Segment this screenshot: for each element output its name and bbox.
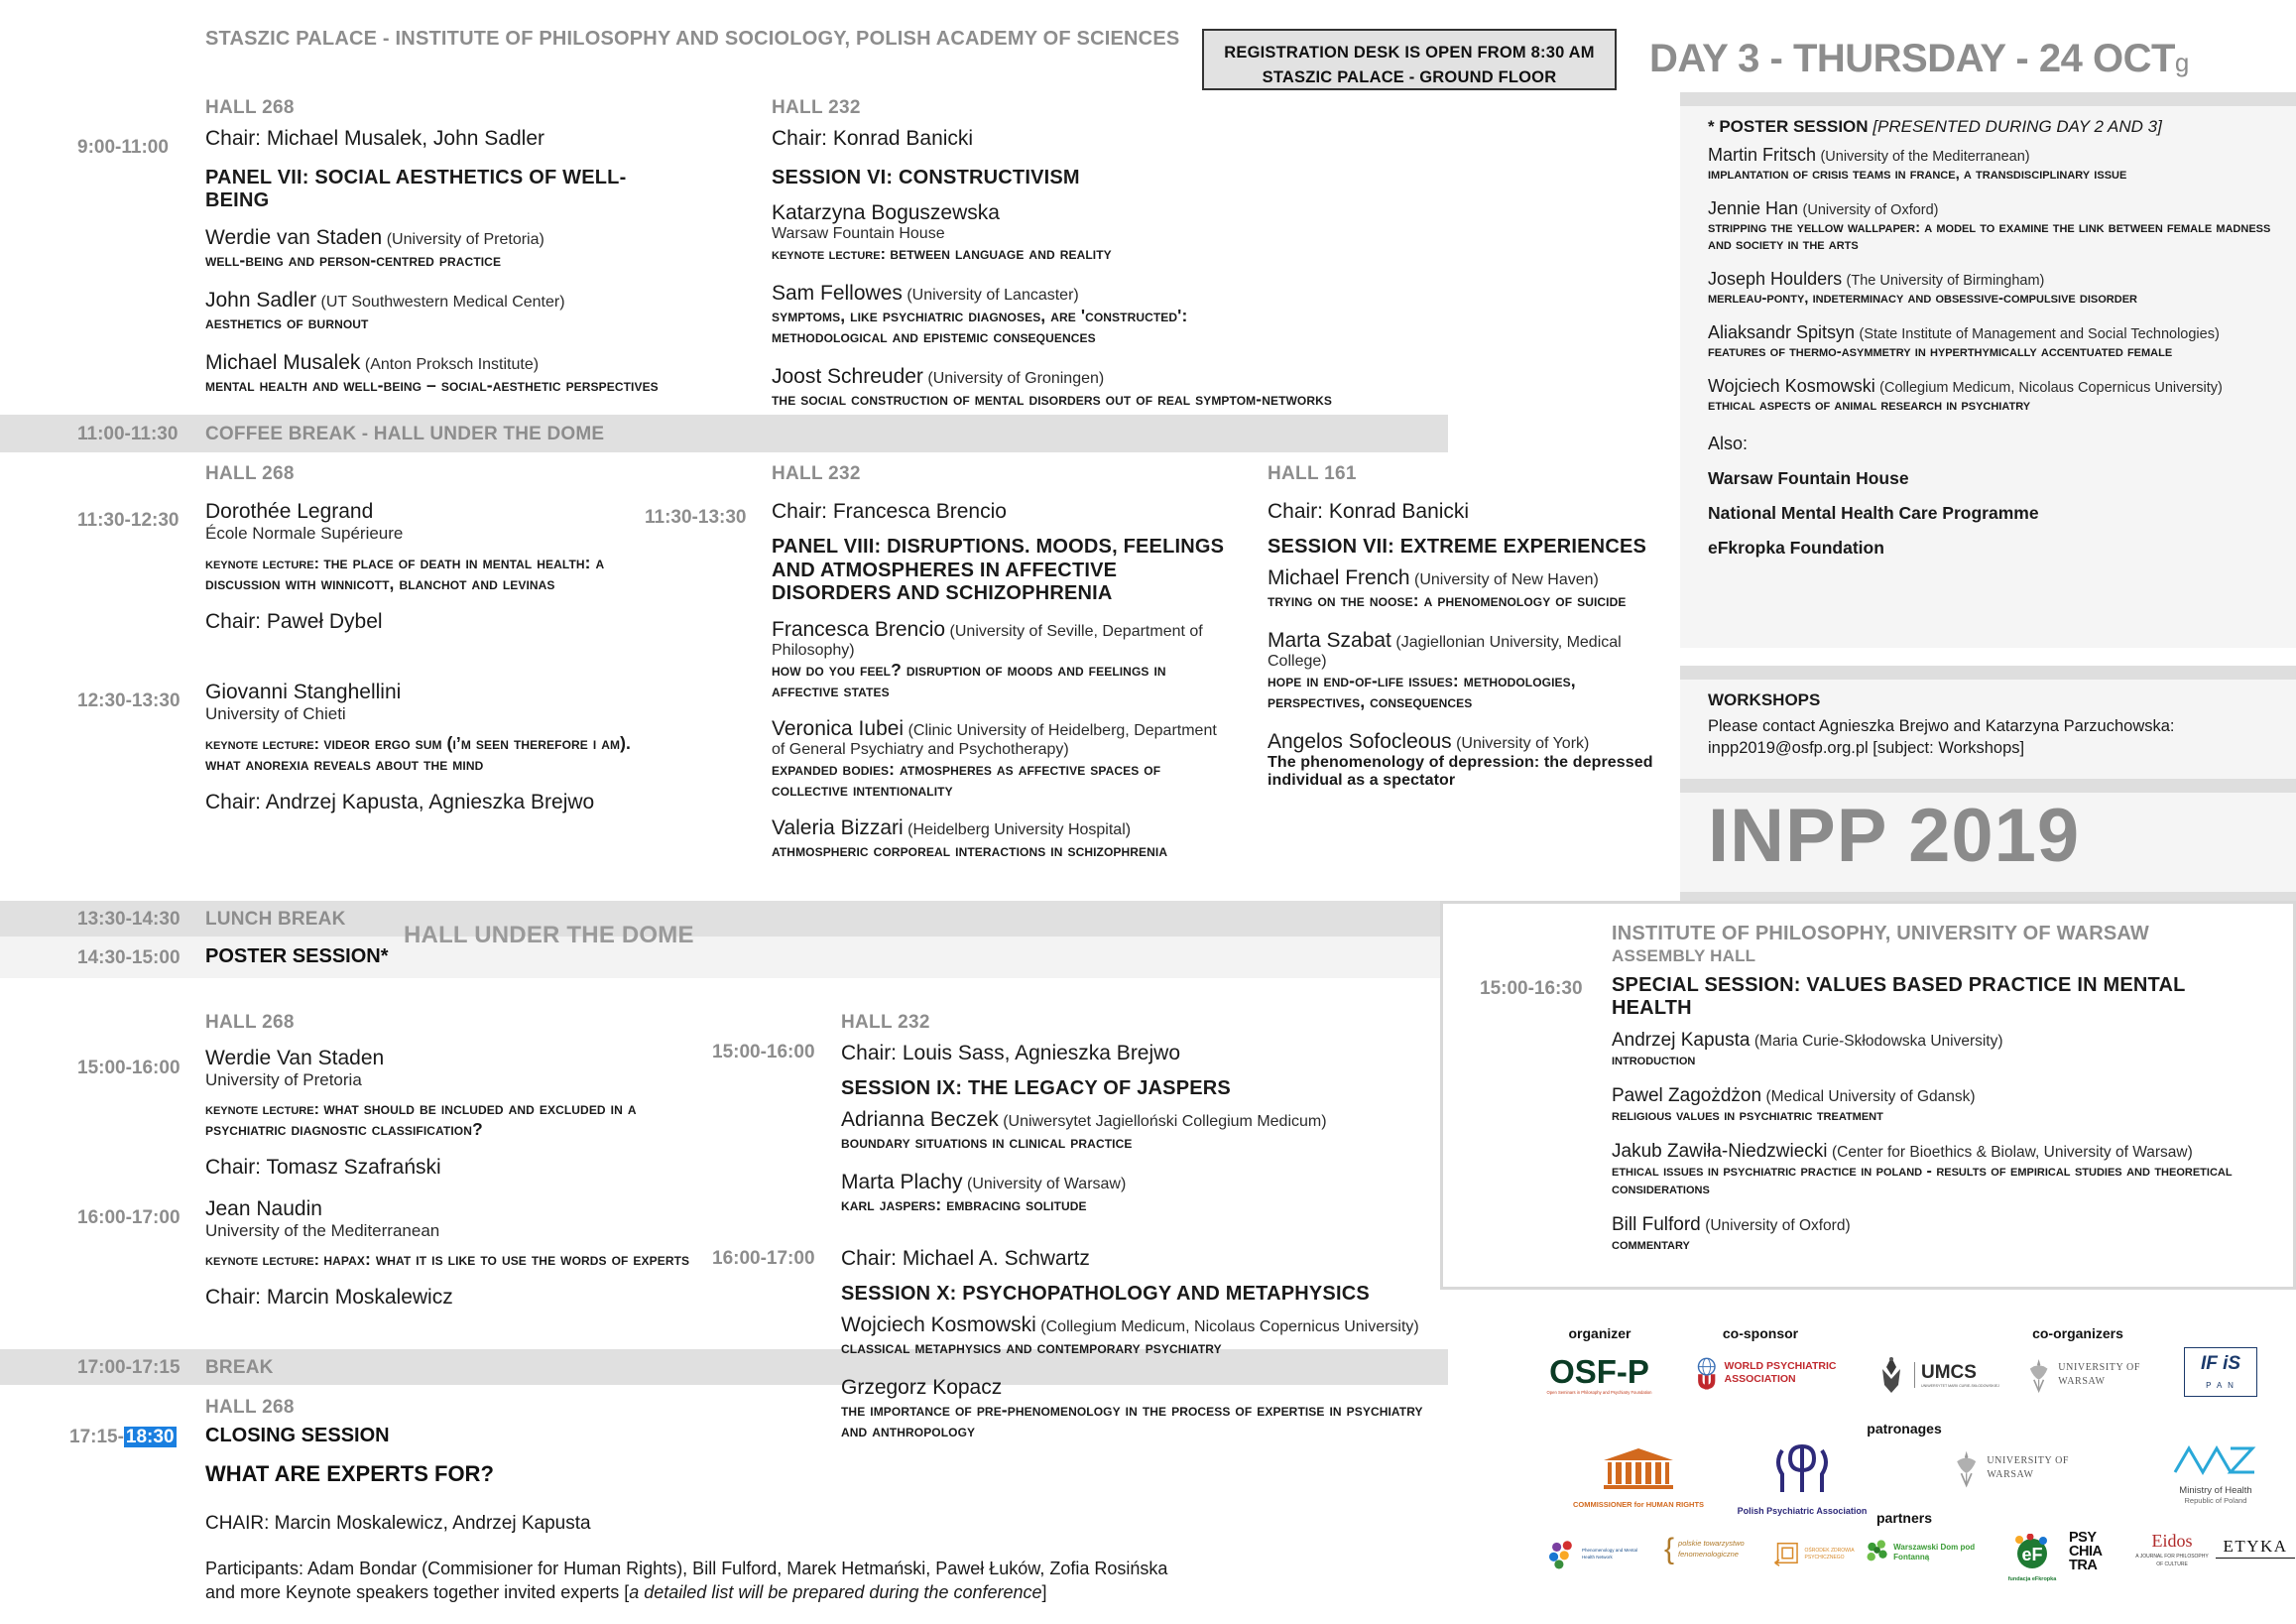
speaker-name: Jean Naudin xyxy=(205,1197,322,1220)
talk-title: commentary xyxy=(1612,1236,1690,1253)
speaker-affiliation: (University of Pretoria) xyxy=(386,231,544,248)
talk-entry xyxy=(772,618,1228,701)
speaker-affiliation: (Uniwersytet Jagielloński Collegium Medicum) xyxy=(1003,1113,1327,1130)
chair-line: Chair: Francesca Brencio xyxy=(772,500,1007,523)
chair-line: Chair: Konrad Banicki xyxy=(1268,500,1470,523)
logo-caption-patronages: patronages xyxy=(1867,1421,1942,1437)
speaker-affiliation: University of Chieti xyxy=(205,704,346,723)
uw-eagle-icon xyxy=(1952,1446,1981,1490)
lunch-break-label: LUNCH BREAK xyxy=(205,909,346,930)
also-label: Also: xyxy=(1708,434,1749,453)
logo-umcs xyxy=(1874,1355,2003,1395)
speaker-affiliation: (Heidelberg University Hospital) xyxy=(907,820,1132,838)
logo-wpa-text: WORLD PSYCHIATRIC ASSOCIATION xyxy=(1724,1359,1837,1385)
mz-icon xyxy=(2173,1444,2258,1478)
registration-notice-box xyxy=(1202,29,1617,90)
talk-title: mental health and well-being – social-aesthetic perspectives xyxy=(205,375,659,395)
participants-line-2: and more Keynote speakers together invited experts [ xyxy=(205,1582,630,1603)
hall-label-161-midday: HALL 161 xyxy=(1268,463,1357,484)
speaker-affiliation: (Clinic University of Heidelberg, Department of General Psychiatry and Psychotherapy) xyxy=(772,721,1217,758)
chair-line: Chair: Michael Musalek, John Sadler xyxy=(205,127,544,150)
speaker-name: Katarzyna Boguszewska xyxy=(772,201,1000,224)
poster-author: Martin Fritsch xyxy=(1708,145,1817,165)
inpp-logo: INPP 2019 xyxy=(1708,794,2081,878)
talk-entry xyxy=(1612,1085,2266,1125)
chair-line: Chair: Konrad Banicki xyxy=(772,127,974,150)
logo-polskie-towarzystwo-fenomenologiczne xyxy=(1664,1532,1773,1565)
chair-line: Chair: Marcin Moskalewicz xyxy=(205,1286,453,1309)
talk-title: ethical issues in psychiatric practice in poland - results of empirical studies and theoretical considerations xyxy=(1612,1163,2233,1197)
logo-uw-text: UNIVERSITY OF WARSAW xyxy=(2058,1362,2141,1387)
talk-entry xyxy=(1268,730,1664,790)
logo-caption-partners: partners xyxy=(1875,1510,1933,1526)
wpa-globe-icon xyxy=(1694,1347,1719,1399)
ptp-icon xyxy=(1768,1440,1836,1498)
hall-label-232-afternoon: HALL 232 xyxy=(841,1012,930,1033)
hall-label-268-morning: HALL 268 xyxy=(205,97,295,118)
keynote-label: keynote lecture: xyxy=(205,556,324,572)
talk-entry xyxy=(841,1171,1436,1215)
rpo-building-icon xyxy=(1600,1446,1677,1492)
talk-title: how do you feel? disruption of moods and feelings in affective states xyxy=(772,659,1166,700)
poster-affiliation: (University of Oxford) xyxy=(1802,202,1939,218)
poster-title: features of thermo-asymmetry in hyperthymically accentuated female xyxy=(1708,343,2173,360)
time-0900-1100: 9:00-11:00 xyxy=(77,137,169,158)
talk-title: hapax: what it is like to use the words of experts xyxy=(323,1249,690,1269)
afternoon-268-column-2 xyxy=(205,1197,721,1310)
speaker-name: Sam Fellowes xyxy=(772,282,903,305)
logo-ifis-pan xyxy=(2184,1347,2257,1397)
poster-title: merleau-ponty, indeterminacy and obsessive-compulsive disorder xyxy=(1708,290,2137,307)
logo-ptf-text: polskie towarzystwo fenomenologiczne xyxy=(1678,1539,1745,1560)
logo-umcs-subtext: UNIWERSYTET MARII CURIE-SKŁODOWSKIEJ xyxy=(1921,1384,1999,1388)
afternoon-268-column xyxy=(205,1047,721,1180)
closing-session-label: CLOSING SESSION xyxy=(205,1425,390,1446)
poster-session-heading: * POSTER SESSION xyxy=(1708,117,1873,136)
hall-label-232-morning: HALL 232 xyxy=(772,97,861,118)
hall-under-the-dome-label: HALL UNDER THE DOME xyxy=(404,922,694,948)
speaker-name: Jakub Zawiła-Niedzwiecki xyxy=(1612,1141,1828,1162)
poster-session-subheading: [PRESENTED DURING DAY 2 AND 3] xyxy=(1873,117,2162,136)
speaker-name: John Sadler xyxy=(205,289,317,312)
talk-title: The phenomenology of depression: the depressed individual as a spectator xyxy=(1268,754,1653,789)
speaker-affiliation: (University of Groningen) xyxy=(927,370,1105,387)
hall-label-268-midday: HALL 268 xyxy=(205,463,295,484)
speaker-affiliation: (University of New Haven) xyxy=(1414,571,1599,588)
participants-close-bracket: ] xyxy=(1041,1582,1047,1603)
hall-label-232-midday: HALL 232 xyxy=(772,463,861,484)
talk-title: the importance of pre-phenomenology in the process of expertise in psychiatry and anthropology xyxy=(841,1400,1423,1440)
logo-pmh-text: Phenomenology and Mental Health Network xyxy=(1581,1548,1637,1560)
time-1130-1330: 11:30-13:30 xyxy=(645,507,747,528)
session-title: SESSION X: PSYCHOPATHOLOGY AND METAPHYSICS xyxy=(841,1283,1370,1305)
poster-affiliation: (Collegium Medicum, Nicolaus Copernicus University) xyxy=(1879,380,2223,396)
logo-ifis-subtext: P A N xyxy=(2206,1381,2236,1390)
time-1600-1700-232: 16:00-17:00 xyxy=(712,1248,815,1269)
logo-ifis-text: IF iS xyxy=(2200,1353,2241,1374)
speaker-name: Francesca Brencio xyxy=(772,617,946,641)
talk-title: expanded bodies: atmospheres as affective spaces of collective intentionality xyxy=(772,758,1161,800)
day-title-suffix: g xyxy=(2174,48,2189,77)
logo-mz-subtext: Republic of Poland xyxy=(2184,1496,2247,1505)
poster-session-label: POSTER SESSION* xyxy=(205,945,389,967)
speaker-affiliation: University of Pretoria xyxy=(205,1070,362,1089)
time-1500-1600-268: 15:00-16:00 xyxy=(77,1058,181,1078)
coffee-break-label: COFFEE BREAK - HALL UNDER THE DOME xyxy=(205,424,605,444)
time-1700-1715: 17:00-17:15 xyxy=(77,1357,181,1378)
closing-chair-line: CHAIR: Marcin Moskalewicz, Andrzej Kapusta xyxy=(205,1513,591,1534)
logo-osfp-text: OSF-P xyxy=(1549,1353,1649,1390)
talk-entry xyxy=(205,289,681,333)
speaker-name: Michael Musalek xyxy=(205,351,361,374)
talk-title: classical metaphysics and contemporary psychiatry xyxy=(841,1337,1222,1357)
svg-text:eF: eF xyxy=(2021,1545,2043,1564)
chair-line: Chair: Tomasz Szafrański xyxy=(205,1156,441,1179)
time-1230-1330: 12:30-13:30 xyxy=(77,690,181,711)
talk-title: what should be included and excluded in a psychiatric diagnostic classification? xyxy=(205,1098,637,1139)
logo-university-of-warsaw-patronage xyxy=(1952,1446,2101,1490)
talk-title: trying on the noose: a phenomenology of suicide xyxy=(1268,590,1627,610)
keynote-label: keynote lecture: xyxy=(205,1101,324,1118)
day-title-main: DAY 3 - THURSDAY - 24 OCT xyxy=(1649,37,2175,80)
talk-entry xyxy=(772,717,1228,801)
talk-entry xyxy=(772,816,1228,861)
talk-entry xyxy=(1612,1214,2266,1254)
hall-label-268-closing: HALL 268 xyxy=(205,1397,295,1418)
special-session-hall: ASSEMBLY HALL xyxy=(1612,946,1756,965)
logo-mz-text: Ministry of Health xyxy=(2179,1485,2252,1496)
closing-session-title: WHAT ARE EXPERTS FOR? xyxy=(205,1461,494,1486)
talk-entry xyxy=(772,365,1496,410)
speaker-name: Valeria Bizzari xyxy=(772,815,904,839)
speaker-affiliation: (University of Warsaw) xyxy=(967,1176,1127,1192)
talk-title: between language and reality xyxy=(890,243,1112,263)
poster-item xyxy=(1708,376,2283,414)
logo-etyka-text: ETYKA xyxy=(2223,1537,2288,1556)
efkropka-icon xyxy=(2012,1534,2052,1571)
speaker-affiliation: (University of Seville, Department of Philosophy) xyxy=(772,622,1203,659)
logo-eidos-text: Eidos xyxy=(2151,1531,2193,1551)
midday-232-column xyxy=(772,500,1228,861)
logo-ozp-text: OŚRODEK ZDROWIA PSYCHICZNEGO xyxy=(1804,1547,1855,1561)
poster-title: stripping the yellow wallpaper: a model to examine the link between female madness and society in the arts xyxy=(1708,219,2271,253)
logo-osfp xyxy=(1537,1355,1661,1395)
speaker-affiliation: (UT Southwestern Medical Center) xyxy=(320,294,565,311)
registration-line-1: REGISTRATION DESK IS OPEN FROM 8:30 AM xyxy=(1224,44,1595,62)
also-item: National Mental Health Care Programme xyxy=(1708,503,2039,523)
brace-icon: { xyxy=(1664,1532,1675,1565)
midday-268-column xyxy=(205,500,632,634)
logo-wpa xyxy=(1694,1347,1843,1399)
workshops-body: Please contact Agnieszka Brejwo and Katarzyna Parzuchowska: inpp2019@osfp.org.pl [subject: Workshops] xyxy=(1708,717,2175,758)
speaker-name: Giovanni Stanghellini xyxy=(205,681,402,703)
chair-line: Chair: Andrzej Kapusta, Agnieszka Brejwo xyxy=(205,791,595,813)
time-start: 17:15- xyxy=(69,1427,124,1447)
session-title: PANEL VII: SOCIAL AESTHETICS OF WELL-BEING xyxy=(205,167,627,211)
logo-caption-coorganizers: co-organizers xyxy=(2032,1325,2123,1341)
talk-title: the place of death in mental health: a discussion with winnicott, blanchot and levinas xyxy=(205,553,605,593)
time-1130-1230: 11:30-12:30 xyxy=(77,510,180,531)
speaker-name: Angelos Sofocleous xyxy=(1268,730,1452,753)
midday-268-column-2 xyxy=(205,681,632,814)
ozp-spiral-icon xyxy=(1773,1536,1802,1573)
also-item: eFkropka Foundation xyxy=(1708,538,1884,558)
pmh-dots-icon xyxy=(1549,1536,1578,1573)
speaker-affiliation: (Anton Proksch Institute) xyxy=(364,356,540,373)
talk-title: aesthetics of burnout xyxy=(205,312,369,332)
logo-wdpf-text: Warszawski Dom pod Fontanną xyxy=(1893,1542,1976,1562)
speaker-affiliation: (Center for Bioethics & Biolaw, University of Warsaw) xyxy=(1831,1144,2193,1161)
time-1330-1430: 13:30-14:30 xyxy=(77,909,181,930)
time-1500-1630: 15:00-16:30 xyxy=(1480,978,1583,999)
logo-caption-organizer: organizer xyxy=(1568,1325,1631,1341)
speaker-name: Marta Szabat xyxy=(1268,629,1391,652)
talk-title: the social construction of mental disorders out of real symptom-networks xyxy=(772,389,1332,409)
poster-item xyxy=(1708,322,2283,360)
keynote-label: keynote lecture: xyxy=(205,1252,324,1269)
talk-title: karl jaspers: embracing solitude xyxy=(841,1194,1087,1214)
page-title xyxy=(1649,37,2189,81)
logo-etyka xyxy=(2216,1538,2295,1559)
speaker-name: Werdie van Staden xyxy=(205,226,383,249)
keynote-label: keynote lecture: xyxy=(205,736,324,753)
time-1500-1600-232: 15:00-16:00 xyxy=(712,1042,815,1062)
speaker-name: Adrianna Beczek xyxy=(841,1108,999,1131)
talk-entry xyxy=(772,201,1496,264)
poster-author: Aliaksandr Spitsyn xyxy=(1708,322,1856,342)
logo-ministry-of-health xyxy=(2146,1444,2285,1505)
talk-entry xyxy=(1268,629,1664,712)
talk-entry xyxy=(1268,566,1664,611)
logo-psy-text: PSY CHIA TRA xyxy=(2069,1530,2102,1573)
speaker-name: Andrzej Kapusta xyxy=(1612,1030,1751,1051)
poster-session-panel-content xyxy=(1708,117,2283,559)
logo-polish-psychiatric-association xyxy=(1728,1440,1876,1516)
logo-phenomenology-mental-health xyxy=(1549,1536,1648,1573)
poster-title: implantation of crisis teams in france, a transdisciplinary issue xyxy=(1708,166,2127,183)
registration-line-2: STASZIC PALACE - GROUND FLOOR xyxy=(1262,67,1557,86)
poster-affiliation: (The University of Birmingham) xyxy=(1846,273,2045,289)
logo-caption-cosponsor: co-sponsor xyxy=(1722,1325,1799,1341)
participants-note: a detailed list will be prepared during the conference xyxy=(629,1582,1042,1603)
logo-eidos-subtext: A JOURNAL FOR PHILOSOPHY OF CULTURE xyxy=(2135,1554,2209,1567)
poster-affiliation: (University of the Mediterranean) xyxy=(1820,149,2030,165)
talk-entry xyxy=(772,282,1496,347)
speaker-name: Pawel Zagożdżon xyxy=(1612,1085,1762,1106)
workshops-content xyxy=(1708,690,2283,760)
midday-161-column xyxy=(1268,500,1664,790)
session-title: SESSION VII: EXTREME EXPERIENCES xyxy=(1268,536,1647,558)
logo-rpo-text: COMMISSIONER for HUMAN RIGHTS xyxy=(1572,1500,1705,1509)
time-1430-1500: 14:30-15:00 xyxy=(77,947,181,968)
logo-efk-text: fundacja eFkropka xyxy=(2007,1576,2057,1582)
talk-title: athmospheric corporeal interactions in schizophrenia xyxy=(772,839,1168,860)
time-1715-1830 xyxy=(69,1427,177,1448)
talk-entry xyxy=(205,351,681,396)
special-session-venue: INSTITUTE OF PHILOSOPHY, UNIVERSITY OF WARSAW xyxy=(1612,923,2150,944)
workshops-heading: WORKSHOPS xyxy=(1708,690,1821,709)
speaker-affiliation: (University of York) xyxy=(1456,735,1590,752)
closing-session-block xyxy=(205,1425,1296,1605)
talk-title: introduction xyxy=(1612,1052,1696,1068)
talk-entry xyxy=(841,1313,1436,1358)
talk-entry xyxy=(205,226,681,271)
closing-participants xyxy=(205,1557,1296,1605)
logo-osfp-subtext: Open Seminars in Philosophy and Psychiatry Foundation xyxy=(1546,1390,1652,1395)
speaker-affiliation: (Medical University of Gdansk) xyxy=(1765,1088,1976,1105)
speaker-name: Dorothée Legrand xyxy=(205,500,374,523)
talk-title: videor ergo sum (i’m seen therefore i am). what anorexia reveals about the mind xyxy=(205,733,631,774)
logo-ptp-text: Polish Psychiatric Association xyxy=(1737,1506,1868,1516)
speaker-name: Michael French xyxy=(1268,566,1410,589)
talk-title: boundary situations in clinical practice xyxy=(841,1132,1133,1152)
session-title: SESSION IX: THE LEGACY OF JASPERS xyxy=(841,1077,1231,1099)
panel-divider xyxy=(1680,92,2296,106)
speaker-name: Joost Schreuder xyxy=(772,365,923,388)
inpp-panel-divider xyxy=(1680,779,2296,793)
participants-line-1: Participants: Adam Bondar (Commisioner for Human Rights), Bill Fulford, Marek Hetmański, Paweł Łuków, Zofia Rosińska xyxy=(205,1559,1168,1578)
logo-umcs-text: UMCS xyxy=(1921,1362,1977,1383)
speaker-affiliation: Warsaw Fountain House xyxy=(772,225,945,242)
time-1100-1130: 11:00-11:30 xyxy=(77,424,179,444)
poster-affiliation: (State Institute of Management and Social Technologies) xyxy=(1859,326,2220,342)
poster-author: Joseph Houlders xyxy=(1708,269,1843,289)
speaker-affiliation: (Maria Curie-Skłodowska University) xyxy=(1753,1033,2003,1050)
also-item: Warsaw Fountain House xyxy=(1708,468,1909,488)
talk-title: well-being and person-centred practice xyxy=(205,250,502,270)
speaker-affiliation: (University of Oxford) xyxy=(1705,1217,1851,1234)
chair-line: Chair: Michael A. Schwartz xyxy=(841,1247,1090,1270)
speaker-affiliation: (Jagiellonian University, Medical College) xyxy=(1268,634,1622,670)
session-title: SESSION VI: CONSTRUCTIVISM xyxy=(772,167,1080,188)
speaker-name: Bill Fulford xyxy=(1612,1214,1701,1235)
speaker-name: Marta Plachy xyxy=(841,1171,963,1193)
speaker-affiliation: (University of Lancaster) xyxy=(906,287,1079,304)
hall-label-268-afternoon: HALL 268 xyxy=(205,1012,295,1033)
keynote-label: keynote lecture: xyxy=(772,246,891,263)
afternoon-232-column xyxy=(841,1042,1436,1441)
morning-232-column xyxy=(772,127,1496,410)
uw-eagle-icon xyxy=(2025,1353,2052,1397)
talk-entry xyxy=(841,1108,1436,1153)
logo-osrodek-zdrowia-psychicznego xyxy=(1773,1536,1873,1573)
poster-item xyxy=(1708,145,2283,183)
poster-item xyxy=(1708,269,2283,307)
talk-entry xyxy=(1612,1030,2266,1069)
logo-psychiatra xyxy=(2069,1532,2120,1573)
logo-efkropka xyxy=(2001,1534,2063,1582)
speaker-name: Grzegorz Kopacz xyxy=(841,1376,1003,1399)
speaker-name: Werdie Van Staden xyxy=(205,1047,385,1069)
talk-title: symptoms, like psychiatric diagnoses, are 'constructed': methodological and epistemic consequences xyxy=(772,306,1188,346)
logo-commissioner-human-rights xyxy=(1569,1446,1708,1509)
speaker-name: Wojciech Kosmowski xyxy=(841,1313,1036,1336)
speaker-name: Veronica Iubei xyxy=(772,716,905,740)
poster-author: Jennie Han xyxy=(1708,198,1799,218)
session-title: SPECIAL SESSION: VALUES BASED PRACTICE IN MENTAL HEALTH xyxy=(1612,974,2186,1019)
workshops-panel-divider xyxy=(1680,666,2296,680)
venue-header: STASZIC PALACE - INSTITUTE OF PHILOSOPHY AND SOCIOLOGY, POLISH ACADEMY OF SCIENCES xyxy=(205,28,1180,50)
morning-268-column xyxy=(205,127,681,396)
time-end-selected: 18:30 xyxy=(125,1427,175,1447)
chair-line: Chair: Paweł Dybel xyxy=(205,610,383,633)
umcs-crest-icon xyxy=(1874,1355,1908,1395)
poster-author: Wojciech Kosmowski xyxy=(1708,376,1875,396)
logo-warszawski-dom-pod-fontanna xyxy=(1865,1536,1994,1569)
poster-title: ethical aspects of animal research in psychiatry xyxy=(1708,397,2031,414)
break-label: BREAK xyxy=(205,1357,274,1378)
talk-title: religious values in psychiatric treatment xyxy=(1612,1107,1883,1124)
logo-university-of-warsaw xyxy=(2025,1353,2164,1397)
logo-eidos xyxy=(2132,1532,2212,1568)
talk-title: hope in end-of-life issues: methodologies, perspectives, consequences xyxy=(1268,671,1576,711)
talk-entry xyxy=(1612,1141,2266,1198)
speaker-affiliation: (Collegium Medicum, Nicolaus Copernicus University) xyxy=(1040,1318,1419,1335)
wdpf-icon xyxy=(1865,1536,1889,1569)
logo-uw2-text: UNIVERSITY OF WARSAW xyxy=(1987,1455,2070,1480)
session-title: PANEL VIII: DISRUPTIONS. MOODS, FEELINGS AND ATMOSPHERES IN AFFECTIVE DISORDERS AND SCHIZOPHRENIA xyxy=(772,536,1225,605)
speaker-affiliation: University of the Mediterranean xyxy=(205,1221,440,1240)
chair-line: Chair: Louis Sass, Agnieszka Brejwo xyxy=(841,1042,1180,1064)
special-session-content xyxy=(1612,974,2266,1254)
poster-item xyxy=(1708,198,2283,253)
time-1600-1700-268: 16:00-17:00 xyxy=(77,1207,181,1228)
logo-strip xyxy=(1517,1300,2288,1617)
speaker-affiliation: École Normale Supérieure xyxy=(205,524,404,543)
